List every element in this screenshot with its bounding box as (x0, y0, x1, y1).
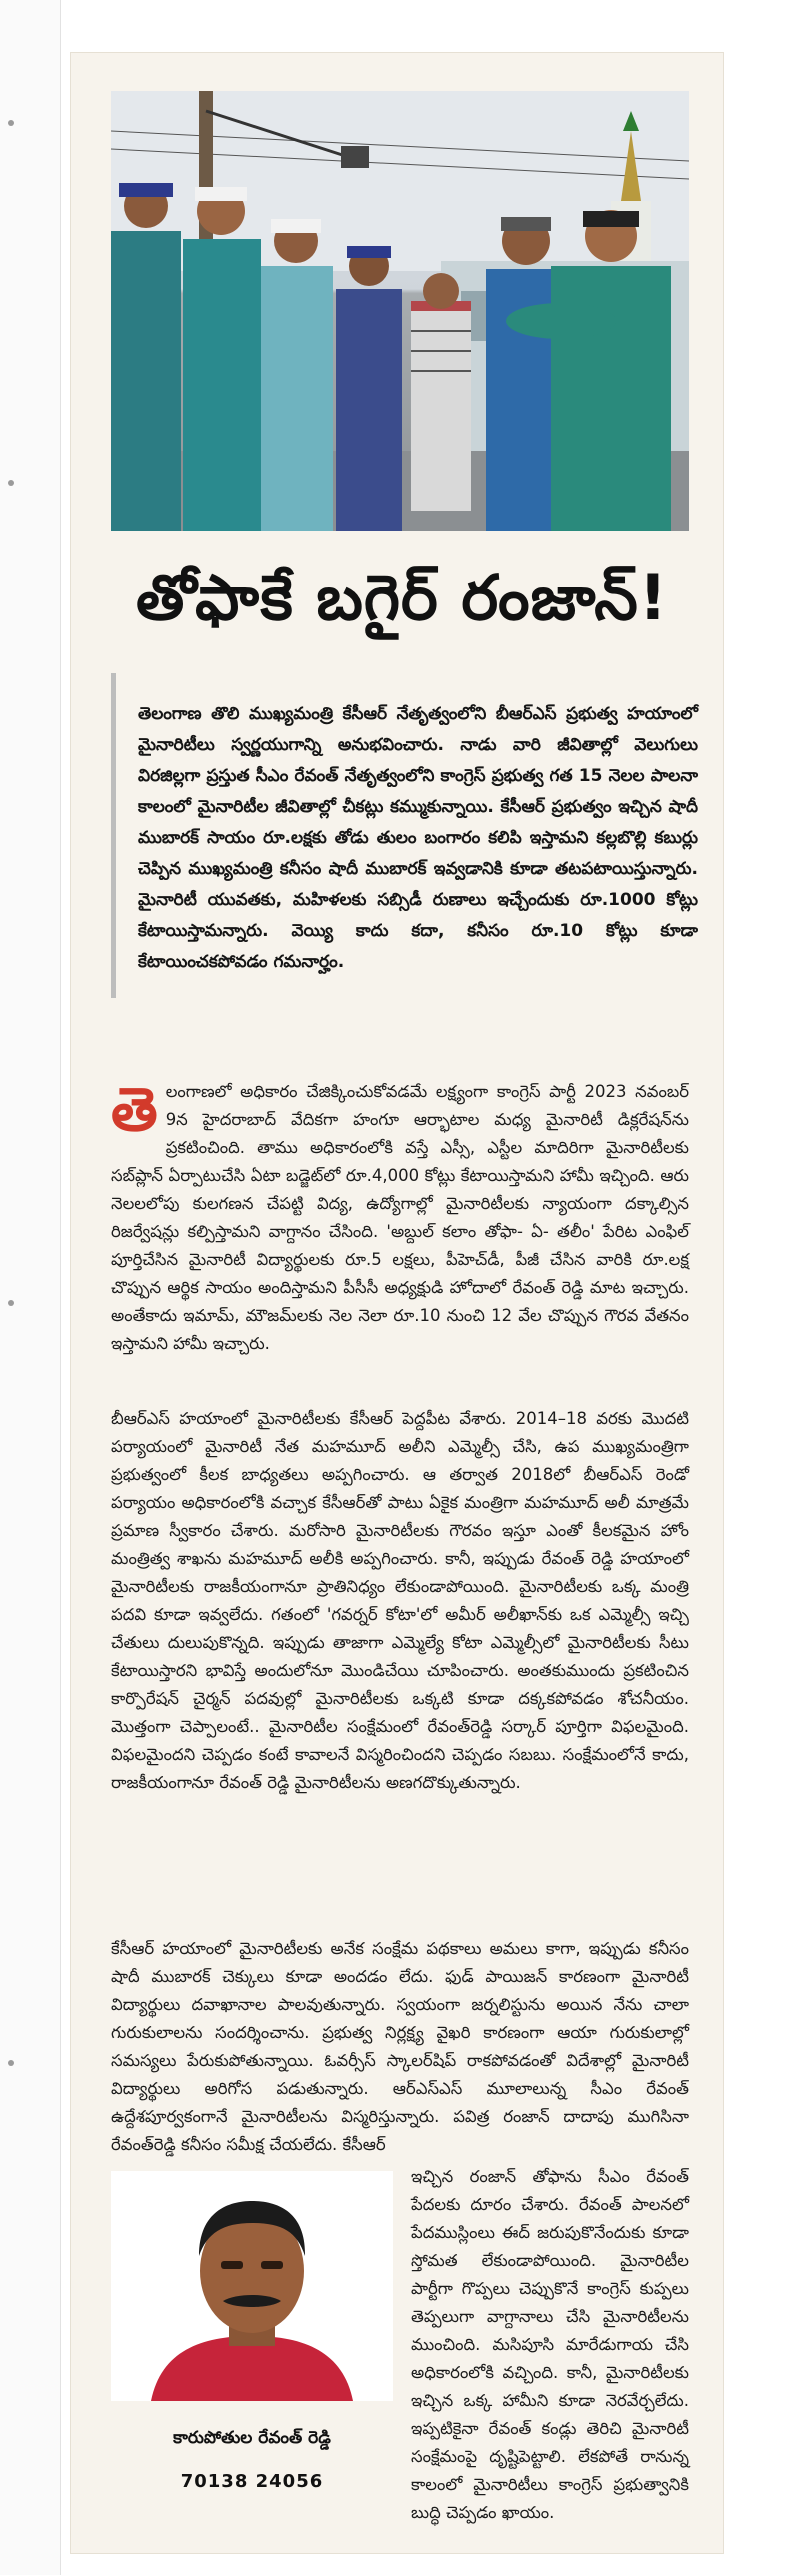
body-paragraph (111, 1075, 689, 1358)
body-paragraph-continued: ఇచ్చిన రంజాన్ తోఫాను సీఎం రేవంత్ పేదలకు దూరం చేశారు. రేవంత్ పాలనలో పేదముస్లింలు ఈద్ జరుపుకొనేందుకు కూడా స్తోమత లేకుండాపోయింది. మైనారిటీల పార్టీగా గొప్పలు చెప్పుకొనే కాంగ్రెస్ కుప్పలు తెప్పలుగా వాగ్దానాలు చేసి మైనారిటీలను ముంచింది. మసిపూసి మారేడుగాయ చేసి అధికారంలోకి వచ్చింది. కానీ, మైనారిటీలకు ఇచ్చిన ఒక్క హామీని కూడా నెరవేర్చలేదు. ఇప్పటికైనా రేవంత్ కండ్లు తెరిచి మైనారిటీ సంక్షేమంపై దృష్టిపెట్టాలి. లేకపోతే రానున్న కాలంలో మైనారిటీలు కాంగ్రెస్ ప్రభుత్వానికి బుద్ధి చెప్పడం ఖాయం. (411, 2167, 689, 2522)
author-name: కారుపోతుల రేవంత్ రెడ్డి (173, 2428, 331, 2448)
edge-mark (8, 120, 14, 126)
author-phone: 70138 24056 (180, 2471, 324, 2492)
body-paragraph: బీఆర్ఎస్ హయాంలో మైనారిటీలకు కేసీఆర్ పెద్దపీట వేశారు. 2014–18 వరకు మొదటి పర్యాయంలో మైనారిటీ నేత మహమూద్ అలీని ఎమ్మెల్సీ చేసి, ఉప ముఖ్యమంత్రిగా ప్రభుత్వంలో కీలక బాధ్యతలు అప్పగించారు. ఆ తర్వాత 2018లో బీఆర్ఎస్ రెండో పర్యాయం అధికారంలోకి వచ్చాక కేసీఆర్‌తో పాటు ఏకైక మంత్రిగా మహమూద్ అలీ మాత్రమే ప్రమాణ స్వీకారం చేశారు. మరోసారి మైనారిటీలకు గౌరవం ఇస్తూ ఎంతో కీలకమైన హోం మంత్రిత్వ శాఖను మహమూద్ అలీకి అప్పగించారు. కానీ, ఇప్పుడు రేవంత్ రెడ్డి హయాంలో మైనారిటీలకు రాజకీయంగానూ ప్రాతినిధ్యం లేకుండాపోయింది. మైనారిటీలకు ఒక్క మంత్రి పదవి కూడా ఇవ్వలేదు. గతంలో 'గవర్నర్ కోటా'లో అమీర్ అలీఖాన్‌కు ఒక ఎమ్మెల్సీ ఇచ్చి చేతులు దులుపుకొన్నది. ఇప్పుడు తాజాగా ఎమ్మెల్యే కోటా ఎమ్మెల్సీలో మైనారిటీలకు సీటు కేటాయిస్తారని భావిస్తే అందులోనూ మొండిచేయి చూపించారు. అంతకుముందు ప్రకటించిన కార్పొరేషన్ చైర్మన్ పదవుల్లో మైనారిటీలకు ఒక్కటి కూడా దక్కకపోవడం శోచనీయం. మొత్తంగా చెప్పాలంటే.. మైనారిటీల సంక్షేమంలో రేవంత్‌రెడ్డి సర్కార్ పూర్తిగా విఫలమైంది. విఫలమైందని చెప్పడం కంటే కావాలనే విస్మరించిందని చెప్పడం సబబు. సంక్షేమంలోనే కాదు, రాజకీయంగానూ రేవంత్ రెడ్డి మైనారిటీలను అణగదొక్కుతున్నారు. (111, 1409, 689, 1792)
ramzan-embrace-photo (111, 91, 689, 531)
edge-mark (8, 2060, 14, 2066)
edge-mark (8, 480, 14, 486)
paragraph-text: లంగాణలో అధికారం చేజిక్కించుకోవడమే లక్ష్యంగా కాంగ్రెస్ పార్టీ 2023 నవంబర్ 9న హైదరాబాద్ వేదికగా హంగూ ఆర్భాటాల మధ్య మైనారిటీ డిక్లరేషన్‌ను ప్రకటించింది. తాము అధికారంలోకి వస్తే ఎస్సీ, ఎస్టీల మాదిరిగా మైనారిటీలకు సబ్‌ప్లాన్ ఏర్పాటుచేసి ఏటా బడ్జెట్‌లో రూ.4,000 కోట్లు కేటాయిస్తామని హామీ ఇచ్చింది. ఆరు నెలలలోపు కులగణన చేపట్టి విద్య, ఉద్యోగాల్లో మైనారిటీలకు న్యాయంగా దక్కాల్సిన రిజర్వేషన్లు కల్పిస్తామని వాగ్దానం చేసింది. 'అబ్దుల్ కలాం తోఫా- ఏ- తలీం' పేరిట ఎంఫిల్ పూర్తిచేసిన మైనారిటీ విద్యార్థులకు రూ.5 లక్షలు, పీహెచ్‌డీ, పీజీ చేసిన వారికి రూ.లక్ష చొప్పున ఆర్థిక సాయం అందిస్తామని పీసీసీ అధ్యక్షుడి హోదాలో రేవంత్ రెడ్డి మాట ఇచ్చారు. అంతేకాదు ఇమామ్, మౌజమ్‌లకు నెల నెలా రూ.10 నుంచి 12 వేల చొప్పున గౌరవ వేతనం ఇస్తామని హామీ ఇచ్చారు. (111, 1082, 689, 1353)
adjacent-page-edge (0, 0, 61, 2575)
author-portrait-illustration (111, 2171, 393, 2401)
newspaper-clipping (70, 52, 724, 2554)
photo-illustration (111, 91, 689, 531)
intro-summary: తెలంగాణ తొలి ముఖ్యమంత్రి కేసీఆర్ నేతృత్వంలోని బీఆర్ఎస్ ప్రభుత్వ హయాంలో మైనారిటీలు స్వర్ణయుగాన్ని అనుభవించారు. నాడు వారి జీవితాల్లో వెలుగులు విరజిల్లగా ప్రస్తుత సీఎం రేవంత్ నేతృత్వంలోని కాంగ్రెస్ ప్రభుత్వ గత 15 నెలల పాలనా కాలంలో మైనారిటీల జీవితాల్లో చీకట్లు కమ్ముకున్నాయి. కేసీఆర్ ప్రభుత్వం ఇచ్చిన షాదీ ముబారక్ సాయం రూ.లక్షకు తోడు తులం బంగారం కలిపి ఇస్తామని కల్లబొల్లి కబుర్లు చెప్పిన ముఖ్యమంత్రి కనీసం షాదీ ముబారక్ ఇవ్వడానికి కూడా తటపటాయిస్తున్నారు. మైనారిటీ యువతకు, మహిళలకు సబ్సిడీ రుణాలు ఇచ్చేందుకు రూ.1000 కోట్లు కేటాయిస్తామన్నారు. వెయ్యి కాదు కదా, కనీసం రూ.10 కోట్లు కూడా కేటాయించకపోవడం గమనార్హం. (111, 673, 708, 998)
headline: తోఫాకే బగైర్ రంజాన్! (135, 561, 668, 634)
body-paragraph: కేసీఆర్ హయాంలో మైనారిటీలకు అనేక సంక్షేమ పథకాలు అమలు కాగా, ఇప్పుడు కనీసం షాదీ ముబారక్ చెక్కులు కూడా అందడం లేదు. ఫుడ్ పాయిజన్ కారణంగా మైనారిటీ విద్యార్థులు దవాఖానాల పాలవుతున్నారు. స్వయంగా జర్నలిస్టును అయిన నేను చాలా గురుకులాలను సందర్శించాను. ప్రభుత్వ నిర్లక్ష్య వైఖరి కారణంగా ఆయా గురుకులాల్లో సమస్యలు పేరుకుపోతున్నాయి. ఓవర్సీస్ స్కాలర్‌షిప్ రాకపోవడంతో విదేశాల్లో మైనారిటీ విద్యార్థులు అరిగోస పడుతున్నారు. ఆర్ఎస్ఎస్ మూలాలున్న సీఎం రేవంత్ ఉద్దేశపూర్వకంగానే మైనారిటీలను విస్మరిస్తున్నారు. పవిత్ర రంజాన్ దాదాపు ముగిసినా రేవంత్‌రెడ్డి కనీసం సమీక్ష చేయలేదు. కేసీఆర్ (111, 1939, 689, 2154)
author-portrait (111, 2171, 393, 2401)
edge-mark (8, 1300, 14, 1306)
dropcap: తె (111, 1075, 158, 1145)
